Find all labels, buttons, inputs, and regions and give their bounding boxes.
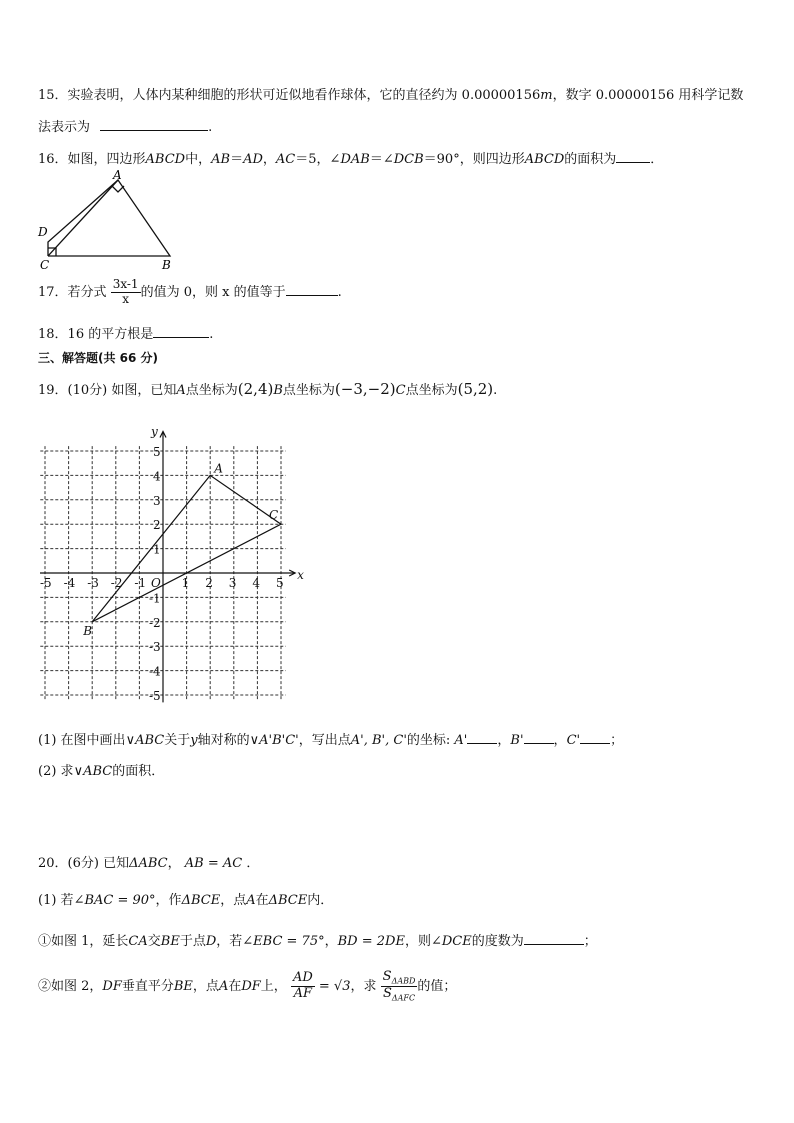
- q20-c2-numerator: AD: [292, 969, 313, 985]
- q19-sub1-a-label: A': [454, 733, 468, 748]
- q20-c1-angle: ∠EBC = 75°: [242, 934, 325, 949]
- q16-c2: AC: [275, 152, 296, 167]
- q20-c1-eq: BD = 2DE: [337, 934, 405, 949]
- q16-prefix: 16．如图，四边形: [38, 152, 146, 167]
- q20-sub1: [38, 889, 333, 908]
- q20-c1-mid4: ，: [324, 934, 338, 949]
- q20-sub1-tri: ΔBCE: [181, 893, 221, 908]
- q20-sep: ，: [167, 856, 181, 871]
- y-tick-label: 5: [153, 445, 161, 459]
- q17-suffix: 的值为 0，则 x 的值等于: [140, 284, 286, 300]
- q20-sub1-mid: ，作: [155, 893, 182, 908]
- y-tick-label: -5: [149, 689, 161, 703]
- q18-end: .: [209, 327, 214, 342]
- q19-sub2: [38, 760, 164, 779]
- q19-sub1-pts: A', B', C': [350, 733, 407, 748]
- q17-end: .: [337, 284, 342, 300]
- q20-tri: ΔABC: [129, 856, 168, 871]
- q16-eq4: ＝90°，则四边形: [423, 152, 525, 167]
- q20-c2-mid3: 在: [228, 978, 242, 994]
- q15-text-b: ，数字 0.00000156 用科学记数: [552, 88, 744, 103]
- q16-c1b: AD: [243, 152, 263, 167]
- y-tick-label: -3: [149, 640, 161, 655]
- q16-c3: DAB: [340, 152, 370, 167]
- q16-line: [38, 148, 663, 167]
- x-tick-label: 2: [205, 576, 213, 590]
- x-tick-label: 5: [276, 576, 284, 590]
- q19-t4: .: [493, 383, 498, 398]
- y-tick-label: 4: [153, 469, 161, 484]
- q17-answer-blank[interactable]: [286, 294, 338, 296]
- q20-c2-area-numerator: [381, 970, 418, 987]
- q19-sub1-comma2: ，: [553, 733, 567, 748]
- q20-c2-s1: S: [382, 969, 392, 984]
- q20-sub1-mid2: ，点: [220, 893, 247, 908]
- x-tick-label: 4: [252, 576, 261, 590]
- q20-c2-seg2: BE: [173, 978, 193, 994]
- q19-sub1-comma1: ，: [497, 733, 511, 748]
- q16-label-b: B: [162, 258, 171, 272]
- q20-sub1-end: 内．: [307, 893, 334, 908]
- q16-c1: AB: [211, 152, 231, 167]
- x-tick-label: O: [151, 576, 161, 590]
- q20-c2-eq: = √3: [318, 978, 351, 994]
- section-3-title: 三、解答题(共 66 分): [38, 351, 159, 365]
- q17-prefix: 17．若分式: [38, 284, 107, 300]
- q20-c2-suffix: 的值；: [417, 978, 457, 994]
- q19-t1: 点坐标为: [185, 383, 238, 398]
- q16-label-c: C: [40, 258, 50, 272]
- q18-prefix: 18．16 的平方根是: [38, 327, 154, 342]
- q20-c1-seg1: CA: [128, 934, 148, 949]
- y-tick-label: -4: [149, 664, 161, 679]
- q15-line2: [38, 116, 212, 135]
- q20-c2-mid2: ，点: [192, 978, 219, 994]
- q20-c2-s1-sub: ΔABD: [391, 976, 416, 986]
- x-tick-label: -1: [134, 576, 147, 590]
- q20-c1-seg2: BE: [160, 934, 180, 949]
- q20-c2-prefix: ②如图 2，: [38, 978, 103, 994]
- q20-c1-end: ；: [583, 934, 597, 949]
- q16-end: ．: [650, 152, 664, 167]
- q20-prefix: 20．(6分) 已知: [38, 856, 130, 871]
- q15-line1: [38, 84, 743, 103]
- q19-answer-c-blank[interactable]: [580, 742, 610, 744]
- q19-sub2-suffix: 的面积．: [112, 764, 165, 779]
- q20-case2: [38, 970, 456, 1003]
- q16-c4: DCB: [393, 152, 424, 167]
- q20-c1-suffix: 的度数为: [471, 934, 524, 949]
- q20-c1-mid5: ，则: [404, 934, 431, 949]
- q15-text-c: 法表示为: [38, 120, 91, 135]
- q20-c1-pt: D: [205, 934, 217, 949]
- q20-c1-prefix: ①如图 1，延长: [38, 934, 129, 949]
- q20-case1: [38, 930, 597, 949]
- q19-sub1-prefix: (1) 在图中画出: [38, 733, 126, 748]
- q19-sub1-mid3: ，写出点: [298, 733, 351, 748]
- x-tick-label: 1: [181, 576, 190, 590]
- q16-answer-blank[interactable]: [616, 161, 650, 163]
- q20-c2-seg1: DF: [102, 978, 122, 994]
- q19-coordinate-grid: [40, 424, 310, 706]
- point-c-label: C: [269, 508, 279, 523]
- q19-sub1-tri: ∨ABC: [125, 733, 165, 748]
- q17-numerator: 3x-1: [112, 277, 139, 291]
- q20-c2-denominator: AF: [293, 985, 313, 1001]
- q20-cond: AB = AC: [184, 856, 243, 871]
- q16-label-d: D: [38, 225, 48, 239]
- y-tick-label: -1: [149, 591, 161, 606]
- q16-eq1: ＝: [230, 152, 244, 167]
- q20-c2-area-denominator: [381, 987, 418, 1003]
- q16-eq2: ＝5，∠: [295, 152, 341, 167]
- q19-sub2-tri: ∨ABC: [73, 764, 113, 779]
- q19-sub1-mid4: 的坐标:: [406, 733, 451, 748]
- q19-sub1-mid: 关于: [164, 733, 191, 748]
- q19-t3: 点坐标为: [405, 383, 458, 398]
- y-tick-label: 3: [153, 493, 161, 508]
- x-tick-label: -3: [87, 576, 99, 590]
- q16-mid1: 中，: [185, 152, 212, 167]
- q16-figure: [34, 168, 180, 274]
- x-tick-label: 3: [228, 576, 237, 590]
- q16-suffix: 的面积为: [564, 152, 617, 167]
- x-tick-label: -5: [40, 576, 52, 590]
- q19-answer-a-blank[interactable]: [467, 742, 497, 744]
- q20-c1-mid1: 交: [147, 934, 161, 949]
- q16-quadrilateral: [48, 180, 170, 256]
- q20-c2-mid4: 上，: [260, 978, 287, 994]
- point-b-label: B: [83, 623, 93, 638]
- q19-sub1-tri2: ∨A'B'C': [249, 733, 299, 748]
- q20-c2-mid1: 垂直平分: [121, 978, 174, 994]
- q20-c1-mid2: 于点: [179, 934, 206, 949]
- q19-pt-a: A: [176, 383, 186, 398]
- q19-coord-a: (2,4): [237, 380, 274, 398]
- q19-sub1-b-label: B': [510, 733, 524, 748]
- q19-sub1-end: ；: [610, 733, 624, 748]
- q20-sub1-angle: ∠BAC = 90°: [73, 893, 156, 908]
- q20-c1-angle2: ∠DCE: [430, 934, 472, 949]
- q19-pt-c: C: [395, 383, 406, 398]
- q20-c2-s2-sub: ΔAFC: [391, 993, 416, 1003]
- q19-pt-b: B: [273, 383, 283, 398]
- q19-sub1-axis: y: [190, 733, 198, 748]
- q19-t2: 点坐标为: [282, 383, 335, 398]
- q16-right-angle-a: [112, 186, 124, 192]
- y-axis-label: y: [151, 424, 158, 439]
- q19-sub1-c-label: C': [566, 733, 581, 748]
- q19-sub1: [38, 729, 623, 748]
- q20-c1-answer-blank[interactable]: [524, 943, 584, 945]
- q15-answer-blank[interactable]: [100, 129, 208, 131]
- x-tick-label: -4: [63, 576, 76, 590]
- q16-quad2: ABCD: [524, 152, 565, 167]
- q19-coord-b: (−3,−2): [334, 380, 396, 398]
- q15-end: .: [208, 120, 213, 135]
- q19-line: [38, 379, 497, 398]
- q20-c2-fraction: [291, 971, 315, 1002]
- q20-sub1-pt: A: [246, 893, 256, 908]
- q20-c2-area-fraction: [381, 970, 418, 1003]
- q18-answer-blank[interactable]: [153, 336, 209, 338]
- q20-c2-s2: S: [382, 985, 392, 1001]
- q19-sub2-prefix: (2) 求: [38, 764, 74, 779]
- q16-diagonal-ac: [48, 180, 118, 256]
- q20-c2-mid5: ，求: [350, 978, 377, 994]
- q16-quad: ABCD: [145, 152, 186, 167]
- q20-c1-mid3: ，若: [216, 934, 243, 949]
- y-tick-label: -2: [149, 615, 161, 630]
- q20-sub1-tri2: ΔBCE: [268, 893, 308, 908]
- q16-label-a: A: [113, 168, 122, 182]
- point-a-label: A: [214, 461, 223, 476]
- q17-denominator: x: [122, 291, 130, 306]
- q19-sub1-mid2: 轴对称的: [197, 733, 250, 748]
- x-tick-label: -2: [110, 576, 123, 590]
- q15-text-a: 15．实验表明，人体内某种细胞的形状可近似地看作球体，它的直径约为 0.00000156: [38, 88, 541, 103]
- q19-prefix: 19．(10分) 如图，已知: [38, 383, 177, 398]
- q16-eq3: ＝∠: [369, 152, 394, 167]
- q20-line: [38, 852, 259, 871]
- y-tick-label: 2: [153, 518, 161, 533]
- q17-line: [38, 278, 342, 307]
- q16-sep1: ，: [262, 152, 276, 167]
- q19-answer-b-blank[interactable]: [524, 742, 554, 744]
- q19-coord-c: (5,2): [457, 380, 494, 398]
- y-tick-label: 1: [153, 542, 161, 557]
- q20-end: ．: [246, 856, 260, 871]
- x-axis-label: x: [297, 568, 304, 582]
- q20-sub1-mid3: 在: [255, 893, 269, 908]
- q18-line: [38, 323, 213, 342]
- q20-c2-seg3: DF: [241, 978, 261, 994]
- q20-c2-pt: A: [218, 978, 229, 994]
- q15-unit: m: [540, 88, 553, 103]
- q20-sub1-prefix: (1) 若: [38, 893, 74, 908]
- q17-fraction: [111, 278, 141, 307]
